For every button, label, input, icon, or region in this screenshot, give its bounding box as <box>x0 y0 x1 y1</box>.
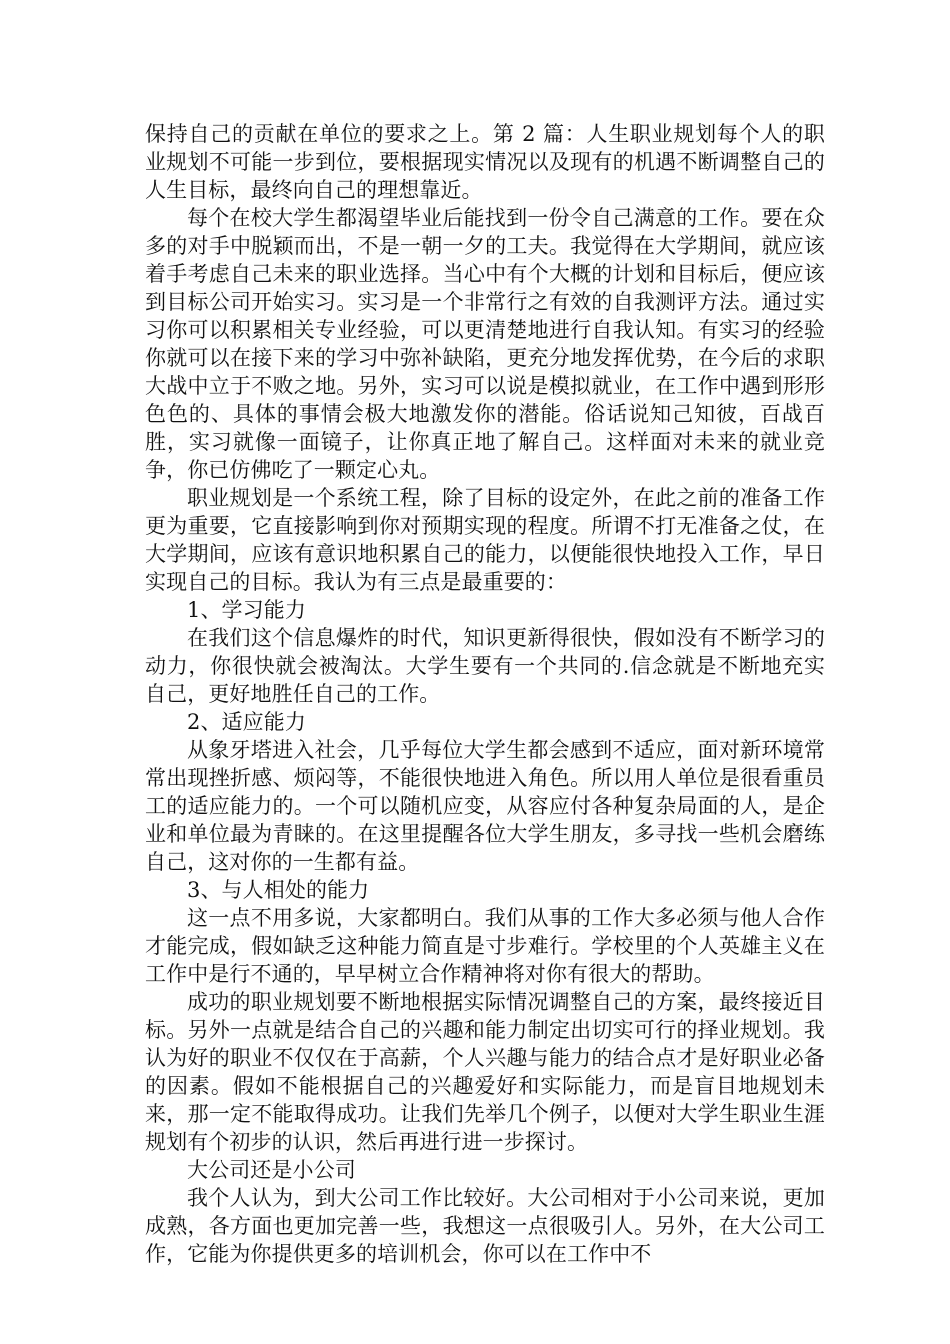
heading-learning-ability: 1、学习能力 <box>187 598 306 622</box>
paragraph-1: 保持自己的贡献在单位的要求之上。第 2 篇：人生职业规划每个人的职业规划不可能一步到位，要根据现实情况以及现有的机遇不断调整自己的人生目标，最终向自己的理想靠近。 <box>145 122 825 202</box>
heading-adaptability: 2、适应能力 <box>187 710 306 734</box>
paragraph-learning-ability: 在我们这个信息爆炸的时代，知识更新得很快，假如没有不断学习的动力，你很快就会被淘汰。大学生要有一个共同的.信念就是不断地充实自己，更好地胜任自己的工作。 <box>145 626 825 706</box>
paragraph-interpersonal-ability: 这一点不用多说，大家都明白。我们从事的工作大多必须与他人合作才能完成，假如缺乏这种能力简直是寸步难行。学校里的个人英雄主义在工作中是行不通的，早早树立合作精神将对你有很大的帮助。 <box>145 906 825 986</box>
paragraph-adaptability: 从象牙塔进入社会，几乎每位大学生都会感到不适应，面对新环境常常出现挫折感、烦闷等，不能很快地进入角色。所以用人单位是很看重员工的适应能力的。一个可以随机应变，从容应付各种复杂局面的人，是企业和单位最为青睐的。在这里提醒各位大学生朋友，多寻找一些机会磨练自己，这对你的一生都有益。 <box>145 738 825 874</box>
paragraph-successful-planning: 成功的职业规划要不断地根据实际情况调整自己的方案，最终接近目标。另外一点就是结合自己的兴趣和能力制定出切实可行的择业规划。我认为好的职业不仅仅在于高薪，个人兴趣与能力的结合点才是好职业必备的因素。假如不能根据自己的兴趣爱好和实际能力，而是盲目地规划未来，那一定不能取得成功。让我们先举几个例子，以便对大学生职业生涯规划有个初步的认识，然后再进行进一步探讨。 <box>145 990 825 1154</box>
document-page <box>145 120 825 1268</box>
heading-big-or-small-company: 大公司还是小公司 <box>187 1158 356 1182</box>
paragraph-big-company: 我个人认为，到大公司工作比较好。大公司相对于小公司来说，更加成熟，各方面也更加完善一些，我想这一点很吸引人。另外，在大公司工作，它能为你提供更多的培训机会，你可以在工作中不 <box>145 1186 825 1266</box>
paragraph-internship: 每个在校大学生都渴望毕业后能找到一份令自己满意的工作。要在众多的对手中脱颖而出，不是一朝一夕的工夫。我觉得在大学期间，就应该着手考虑自己未来的职业选择。当心中有个大概的计划和目标后，便应该到目标公司开始实习。实习是一个非常行之有效的自我测评方法。通过实习你可以积累相关专业经验，可以更清楚地进行自我认知。有实习的经验你就可以在接下来的学习中弥补缺陷，更充分地发挥优势，在今后的求职大战中立于不败之地。另外，实习可以说是模拟就业，在工作中遇到形形色色的、具体的事情会极大地激发你的潜能。俗话说知己知彼，百战百胜，实习就像一面镜子，让你真正地了解自己。这样面对未来的就业竞争，你已仿佛吃了一颗定心丸。 <box>145 206 825 482</box>
heading-interpersonal-ability: 3、与人相处的能力 <box>187 878 370 902</box>
paragraph-career-planning: 职业规划是一个系统工程，除了目标的设定外，在此之前的准备工作更为重要，它直接影响到你对预期实现的程度。所谓不打无准备之仗，在大学期间，应该有意识地积累自己的能力，以便能很快地投入工作，早日实现自己的目标。我认为有三点是最重要的： <box>145 486 825 594</box>
